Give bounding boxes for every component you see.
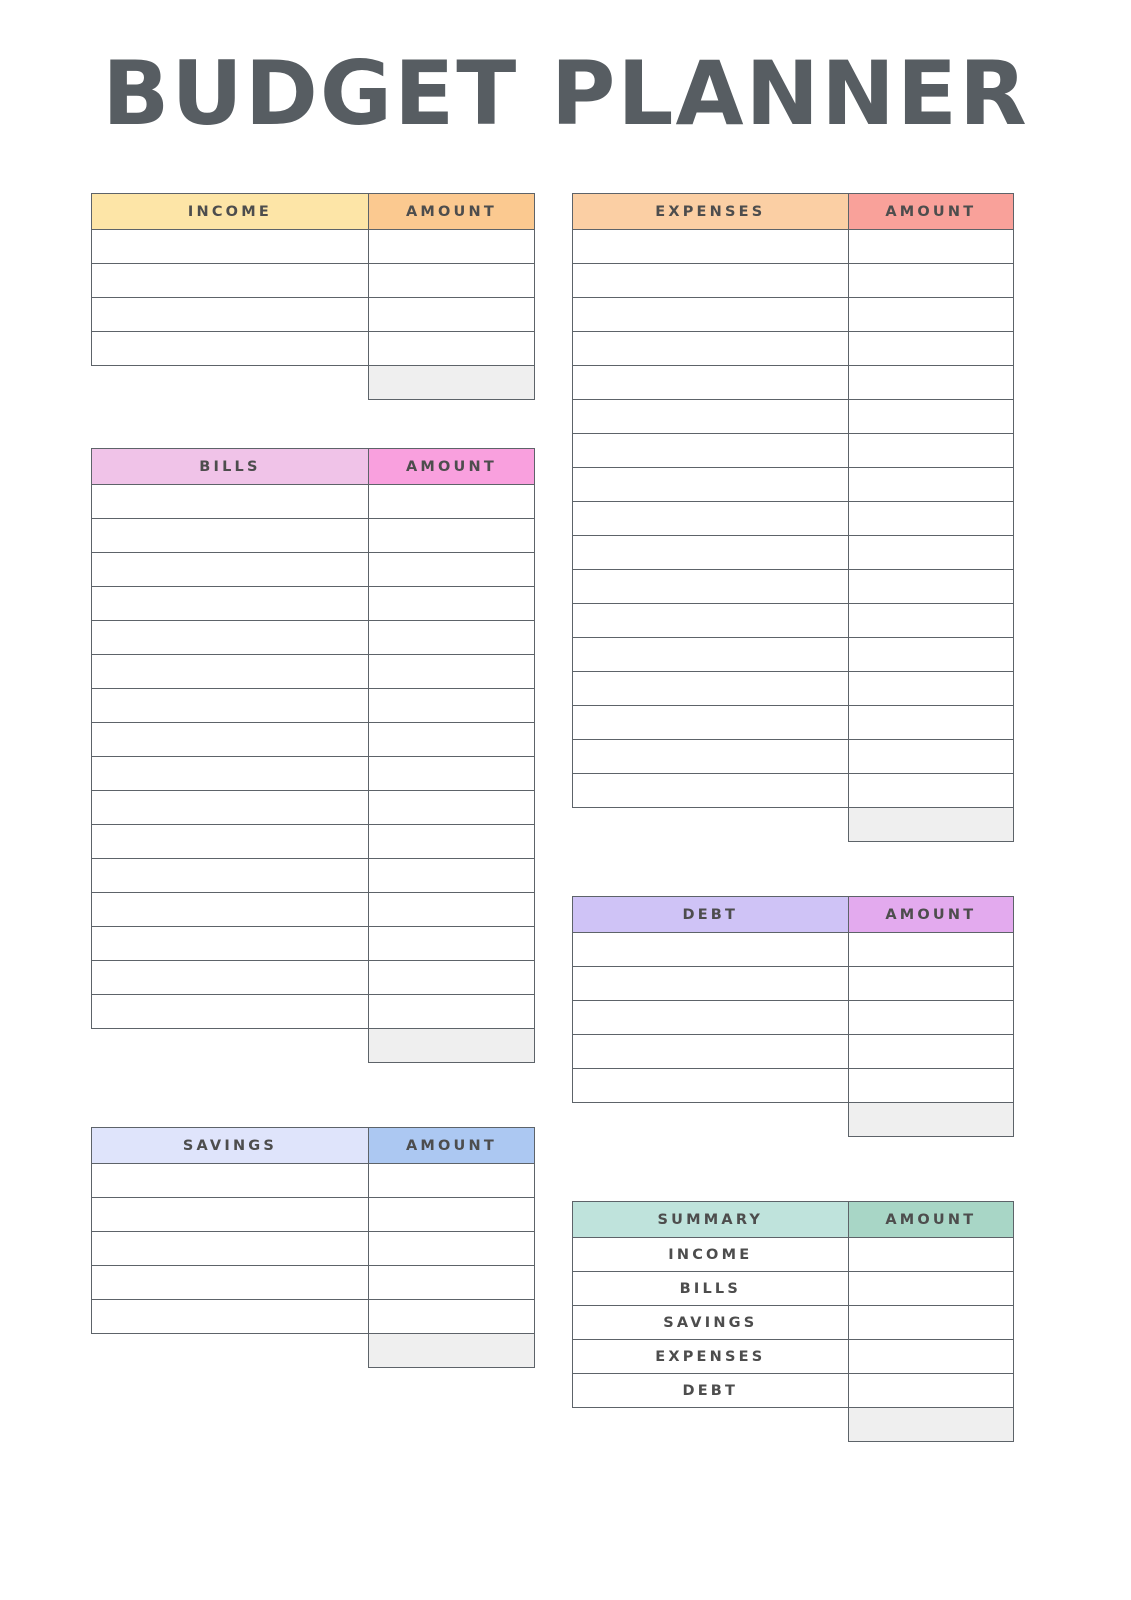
income-total-cell[interactable]	[368, 366, 534, 400]
income-total-spacer	[92, 366, 369, 400]
bills-header-row	[92, 449, 535, 485]
summary-value-savings[interactable]	[848, 1306, 1013, 1340]
debt-name-cell[interactable]	[573, 1001, 849, 1035]
table-row	[573, 740, 1014, 774]
income-section	[91, 193, 535, 400]
expenses-name-cell[interactable]	[573, 706, 849, 740]
summary-label-debt: DEBT	[573, 1374, 849, 1408]
table-row	[573, 264, 1014, 298]
table-row	[92, 689, 535, 723]
table-row	[573, 502, 1014, 536]
table-row	[92, 298, 535, 332]
table-row	[573, 774, 1014, 808]
income-rows	[92, 230, 535, 400]
debt-amount-cell[interactable]	[848, 1069, 1013, 1103]
summary-value-bills[interactable]	[848, 1272, 1013, 1306]
table-row	[92, 621, 535, 655]
income-name-cell[interactable]	[92, 298, 369, 332]
bills-name-cell[interactable]	[92, 995, 369, 1029]
bills-amount-cell[interactable]	[368, 995, 534, 1029]
debt-header-row	[573, 897, 1014, 933]
expenses-name-cell[interactable]	[573, 264, 849, 298]
table-row	[92, 332, 535, 366]
summary-label-expenses: EXPENSES	[573, 1340, 849, 1374]
content-columns	[0, 193, 1131, 1553]
debt-name-cell[interactable]	[573, 1035, 849, 1069]
table-row	[573, 332, 1014, 366]
table-row	[573, 638, 1014, 672]
savings-header-row	[92, 1128, 535, 1164]
bills-amount-cell[interactable]	[368, 723, 534, 757]
bills-amount-cell[interactable]	[368, 859, 534, 893]
summary-value-debt[interactable]	[848, 1374, 1013, 1408]
bills-name-cell[interactable]	[92, 621, 369, 655]
savings-amount-cell[interactable]	[368, 1300, 534, 1334]
table-row	[92, 655, 535, 689]
summary-header-cell: SUMMARY	[573, 1202, 849, 1238]
table-row	[573, 536, 1014, 570]
table-row	[92, 995, 535, 1029]
savings-total-cell[interactable]	[368, 1334, 534, 1368]
expenses-amount-cell[interactable]	[848, 264, 1013, 298]
savings-rows	[92, 1164, 535, 1368]
summary-value-expenses[interactable]	[848, 1340, 1013, 1374]
debt-total-spacer	[573, 1103, 849, 1137]
expenses-table	[572, 193, 1014, 842]
summary-section	[572, 1201, 1014, 1442]
page-title: BUDGET PLANNER	[102, 42, 1029, 145]
spacer	[91, 400, 535, 448]
bills-name-cell[interactable]	[92, 655, 369, 689]
income-amount-cell[interactable]	[368, 332, 534, 366]
table-row	[92, 553, 535, 587]
expenses-name-cell[interactable]	[573, 570, 849, 604]
expenses-amount-cell[interactable]	[848, 672, 1013, 706]
bills-name-cell[interactable]	[92, 689, 369, 723]
bills-amount-cell[interactable]	[368, 621, 534, 655]
table-row	[573, 1035, 1014, 1069]
income-table	[91, 193, 535, 400]
table-row	[573, 706, 1014, 740]
table-row	[92, 1300, 535, 1334]
table-row	[573, 1374, 1014, 1408]
summary-rows	[573, 1238, 1014, 1442]
debt-name-cell[interactable]	[573, 933, 849, 967]
bills-name-cell[interactable]	[92, 893, 369, 927]
table-row	[573, 604, 1014, 638]
debt-total-cell[interactable]	[848, 1103, 1013, 1137]
expenses-name-cell[interactable]	[573, 774, 849, 808]
expenses-amount-cell[interactable]	[848, 604, 1013, 638]
savings-section	[91, 1127, 535, 1368]
summary-value-income[interactable]	[848, 1238, 1013, 1272]
debt-section	[572, 896, 1014, 1137]
table-row	[573, 298, 1014, 332]
savings-amount-cell[interactable]	[368, 1164, 534, 1198]
table-row	[92, 927, 535, 961]
income-header-row	[92, 194, 535, 230]
table-row	[573, 468, 1014, 502]
expenses-amount-cell[interactable]	[848, 570, 1013, 604]
savings-name-cell[interactable]	[92, 1198, 369, 1232]
debt-name-cell[interactable]	[573, 1069, 849, 1103]
bills-name-cell[interactable]	[92, 723, 369, 757]
table-row	[573, 230, 1014, 264]
expenses-name-cell[interactable]	[573, 468, 849, 502]
table-row	[573, 1272, 1014, 1306]
bills-amount-cell[interactable]	[368, 825, 534, 859]
table-row	[92, 859, 535, 893]
summary-total-cell[interactable]	[848, 1408, 1013, 1442]
bills-name-cell[interactable]	[92, 961, 369, 995]
bills-name-cell[interactable]	[92, 859, 369, 893]
table-row	[92, 1232, 535, 1266]
debt-amount-cell[interactable]	[848, 933, 1013, 967]
expenses-amount-cell[interactable]	[848, 502, 1013, 536]
bills-total-row	[92, 1029, 535, 1063]
expenses-amount-cell[interactable]	[848, 400, 1013, 434]
table-row	[573, 400, 1014, 434]
savings-name-cell[interactable]	[92, 1232, 369, 1266]
bills-name-cell[interactable]	[92, 757, 369, 791]
bills-amount-cell[interactable]	[368, 519, 534, 553]
table-row	[92, 757, 535, 791]
savings-amount-cell[interactable]	[368, 1266, 534, 1300]
expenses-amount-cell[interactable]	[848, 332, 1013, 366]
table-row	[573, 672, 1014, 706]
table-row	[92, 825, 535, 859]
expenses-amount-cell[interactable]	[848, 638, 1013, 672]
savings-total-spacer	[92, 1334, 369, 1368]
income-total-row	[92, 366, 535, 400]
expenses-amount-header-cell: AMOUNT	[848, 194, 1013, 230]
income-name-cell[interactable]	[92, 230, 369, 264]
summary-table	[572, 1201, 1014, 1442]
expenses-amount-cell[interactable]	[848, 706, 1013, 740]
table-row	[573, 967, 1014, 1001]
bills-amount-cell[interactable]	[368, 893, 534, 927]
bills-name-cell[interactable]	[92, 927, 369, 961]
income-name-cell[interactable]	[92, 264, 369, 298]
expenses-total-cell[interactable]	[848, 808, 1013, 842]
income-amount-header-cell: AMOUNT	[368, 194, 534, 230]
summary-total-spacer	[573, 1408, 849, 1442]
expenses-amount-cell[interactable]	[848, 434, 1013, 468]
income-amount-cell[interactable]	[368, 264, 534, 298]
bills-amount-cell[interactable]	[368, 553, 534, 587]
bills-total-cell[interactable]	[368, 1029, 534, 1063]
table-row	[92, 587, 535, 621]
expenses-name-cell[interactable]	[573, 434, 849, 468]
summary-label-bills: BILLS	[573, 1272, 849, 1306]
expenses-name-cell[interactable]	[573, 536, 849, 570]
bills-name-cell[interactable]	[92, 791, 369, 825]
income-amount-cell[interactable]	[368, 298, 534, 332]
savings-name-cell[interactable]	[92, 1300, 369, 1334]
right-column	[572, 193, 1014, 1442]
debt-name-cell[interactable]	[573, 967, 849, 1001]
table-row	[573, 933, 1014, 967]
bills-name-cell[interactable]	[92, 553, 369, 587]
bills-amount-cell[interactable]	[368, 927, 534, 961]
debt-amount-cell[interactable]	[848, 1001, 1013, 1035]
summary-label-savings: SAVINGS	[573, 1306, 849, 1340]
bills-total-spacer	[92, 1029, 369, 1063]
debt-table	[572, 896, 1014, 1137]
bills-amount-cell[interactable]	[368, 485, 534, 519]
table-row	[92, 1164, 535, 1198]
expenses-header-row	[573, 194, 1014, 230]
table-row	[92, 961, 535, 995]
table-row	[92, 791, 535, 825]
savings-amount-header-cell: AMOUNT	[368, 1128, 534, 1164]
expenses-amount-cell[interactable]	[848, 774, 1013, 808]
expenses-name-cell[interactable]	[573, 502, 849, 536]
bills-amount-cell[interactable]	[368, 791, 534, 825]
summary-total-row	[573, 1408, 1014, 1442]
table-row	[573, 570, 1014, 604]
debt-amount-cell[interactable]	[848, 1035, 1013, 1069]
table-row	[573, 1001, 1014, 1035]
debt-total-row	[573, 1103, 1014, 1137]
bills-amount-cell[interactable]	[368, 757, 534, 791]
left-column	[91, 193, 535, 1368]
bills-amount-cell[interactable]	[368, 655, 534, 689]
table-row	[92, 264, 535, 298]
expenses-rows	[573, 230, 1014, 842]
table-row	[573, 1069, 1014, 1103]
expenses-amount-cell[interactable]	[848, 740, 1013, 774]
debt-amount-cell[interactable]	[848, 967, 1013, 1001]
savings-total-row	[92, 1334, 535, 1368]
table-row	[573, 1238, 1014, 1272]
table-row	[573, 1340, 1014, 1374]
bills-section	[91, 448, 535, 1063]
table-row	[92, 1198, 535, 1232]
bills-name-cell[interactable]	[92, 587, 369, 621]
summary-amount-header-cell: AMOUNT	[848, 1202, 1013, 1238]
expenses-name-cell[interactable]	[573, 332, 849, 366]
expenses-name-cell[interactable]	[573, 230, 849, 264]
spacer	[572, 842, 1014, 896]
expenses-header-cell: EXPENSES	[573, 194, 849, 230]
bills-rows	[92, 485, 535, 1063]
bills-table	[91, 448, 535, 1063]
expenses-name-cell[interactable]	[573, 298, 849, 332]
expenses-name-cell[interactable]	[573, 740, 849, 774]
expenses-section	[572, 193, 1014, 842]
summary-header-row	[573, 1202, 1014, 1238]
summary-label-income: INCOME	[573, 1238, 849, 1272]
bills-amount-cell[interactable]	[368, 587, 534, 621]
expenses-amount-cell[interactable]	[848, 536, 1013, 570]
bills-header-cell: BILLS	[92, 449, 369, 485]
expenses-total-spacer	[573, 808, 849, 842]
debt-amount-header-cell: AMOUNT	[848, 897, 1013, 933]
table-row	[92, 723, 535, 757]
savings-amount-cell[interactable]	[368, 1232, 534, 1266]
table-row	[573, 1306, 1014, 1340]
savings-name-cell[interactable]	[92, 1266, 369, 1300]
bills-amount-header-cell: AMOUNT	[368, 449, 534, 485]
table-row	[573, 434, 1014, 468]
table-row	[92, 1266, 535, 1300]
bills-name-cell[interactable]	[92, 485, 369, 519]
table-row	[92, 230, 535, 264]
expenses-name-cell[interactable]	[573, 604, 849, 638]
debt-rows	[573, 933, 1014, 1137]
table-row	[92, 485, 535, 519]
bills-amount-cell[interactable]	[368, 689, 534, 723]
spacer	[91, 1063, 535, 1127]
expenses-name-cell[interactable]	[573, 366, 849, 400]
bills-name-cell[interactable]	[92, 825, 369, 859]
table-row	[573, 366, 1014, 400]
bills-name-cell[interactable]	[92, 519, 369, 553]
table-row	[92, 519, 535, 553]
income-header-cell: INCOME	[92, 194, 369, 230]
income-name-cell[interactable]	[92, 332, 369, 366]
expenses-name-cell[interactable]	[573, 672, 849, 706]
expenses-name-cell[interactable]	[573, 638, 849, 672]
savings-name-cell[interactable]	[92, 1164, 369, 1198]
income-amount-cell[interactable]	[368, 230, 534, 264]
expenses-amount-cell[interactable]	[848, 230, 1013, 264]
expenses-amount-cell[interactable]	[848, 366, 1013, 400]
expenses-name-cell[interactable]	[573, 400, 849, 434]
savings-header-cell: SAVINGS	[92, 1128, 369, 1164]
spacer	[572, 1137, 1014, 1201]
savings-amount-cell[interactable]	[368, 1198, 534, 1232]
expenses-amount-cell[interactable]	[848, 298, 1013, 332]
savings-table	[91, 1127, 535, 1368]
table-row	[92, 893, 535, 927]
expenses-total-row	[573, 808, 1014, 842]
bills-amount-cell[interactable]	[368, 961, 534, 995]
debt-header-cell: DEBT	[573, 897, 849, 933]
expenses-amount-cell[interactable]	[848, 468, 1013, 502]
